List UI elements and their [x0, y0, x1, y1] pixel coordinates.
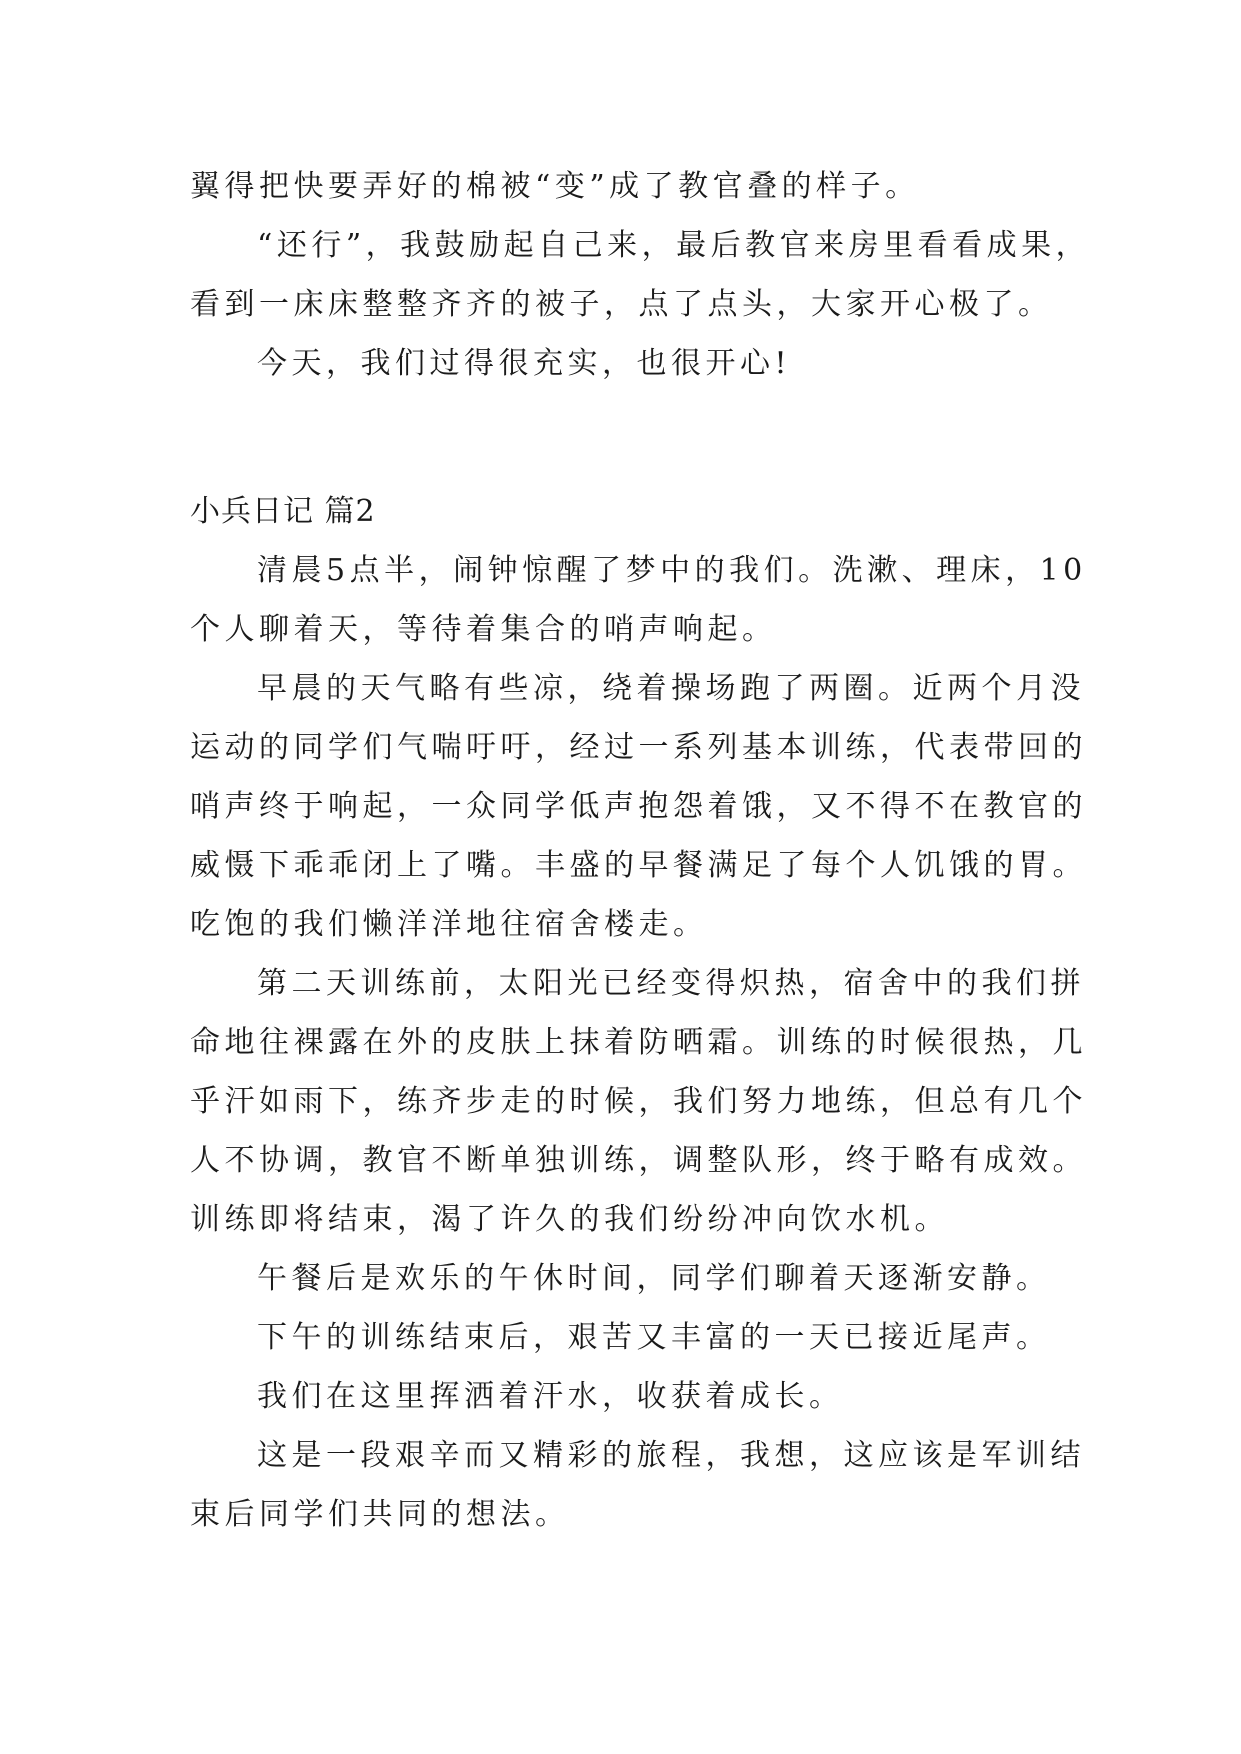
- section-title: 小兵日记 篇2: [190, 494, 376, 529]
- text-line: 命地往裸露在外的皮肤上抹着防晒霜。训练的时候很热，几: [190, 1025, 1087, 1060]
- text-line: 哨声终于响起，一众同学低声抱怨着饿，又不得不在教官的: [190, 789, 1087, 824]
- text-line: 午餐后是欢乐的午休时间，同学们聊着天逐渐安静。: [257, 1261, 1051, 1296]
- section-spacer: [190, 393, 1072, 482]
- text-line: 下午的训练结束后，艰苦又丰富的一天已接近尾声。: [257, 1320, 1051, 1355]
- text-line: 人不协调，教官不断单独训练，调整队形，终于略有成效。: [190, 1143, 1087, 1178]
- text-line: 清晨5点半，闹钟惊醒了梦中的我们。洗漱、理床，10: [257, 553, 1087, 588]
- text-line: 我们在这里挥洒着汗水，收获着成长。: [257, 1379, 844, 1414]
- text-line: 看到一床床整整齐齐的被子，点了点头，大家开心极了。: [190, 287, 1053, 322]
- text-line: 束后同学们共同的想法。: [190, 1497, 570, 1532]
- text-line: 今天，我们过得很充实，也很开心!: [257, 346, 792, 381]
- text-line: 翼得把快要弄好的棉被“变”成了教官叠的样子。: [190, 169, 920, 204]
- text-line: 第二天训练前，太阳光已经变得炽热，宿舍中的我们拼: [257, 966, 1085, 1001]
- text-line: 早晨的天气略有些凉，绕着操场跑了两圈。近两个月没: [257, 671, 1085, 706]
- text-line: 吃饱的我们懒洋洋地往宿舍楼走。: [190, 907, 708, 942]
- text-line: 训练即将结束，渴了许久的我们纷纷冲向饮水机。: [190, 1202, 949, 1237]
- text-line: 个人聊着天，等待着集合的哨声响起。: [190, 612, 777, 647]
- text-line: 这是一段艰辛而又精彩的旅程，我想，这应该是军训结: [257, 1438, 1085, 1473]
- text-line: 运动的同学们气喘吁吁，经过一系列基本训练，代表带回的: [190, 730, 1087, 765]
- text-line: “还行”，我鼓励起自己来，最后教官来房里看看成果，: [257, 228, 1091, 263]
- text-line: 乎汗如雨下，练齐步走的时候，我们努力地练，但总有几个: [190, 1084, 1087, 1119]
- document-content: [190, 157, 1091, 1544]
- text-line: 威慑下乖乖闭上了嘴。丰盛的早餐满足了每个人饥饿的胃。: [190, 848, 1087, 883]
